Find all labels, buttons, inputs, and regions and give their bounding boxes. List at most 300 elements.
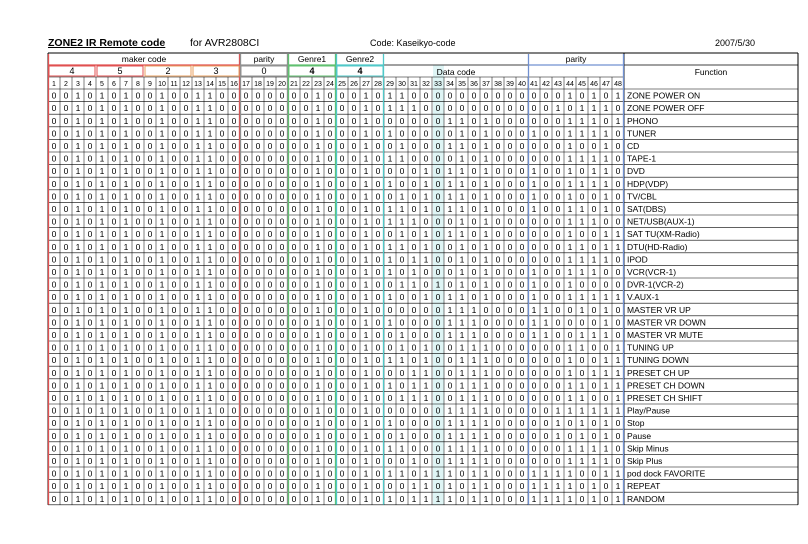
bit-cell: 0 [447, 241, 453, 252]
parity2-group-label: parity [565, 54, 587, 64]
bit-cell: 1 [459, 267, 465, 277]
bit-cell: 0 [111, 393, 117, 403]
bit-cell: 1 [75, 153, 81, 164]
bit-cell: 1 [603, 292, 609, 303]
bit-cell: 1 [579, 153, 585, 164]
bit-cell: 1 [207, 191, 213, 202]
bit-cell: 0 [435, 317, 441, 328]
bit-cell: 0 [519, 380, 525, 391]
bit-cell: 0 [291, 443, 297, 454]
bit-cell: 0 [507, 367, 513, 378]
bit-number: 32 [422, 81, 430, 88]
bit-cell: 0 [51, 367, 57, 378]
bit-cell: 0 [147, 103, 153, 114]
bit-cell: 1 [387, 241, 393, 252]
bit-cell: 0 [447, 128, 453, 139]
bit-cell: 0 [387, 279, 393, 290]
bit-cell: 0 [267, 178, 273, 189]
bit-cell: 0 [243, 481, 249, 492]
bit-cell: 1 [603, 355, 609, 366]
bit-cell: 0 [171, 153, 177, 164]
bit-cell: 0 [327, 367, 333, 378]
bit-cell: 1 [591, 90, 597, 101]
bit-cell: 0 [531, 90, 537, 101]
bit-number: 28 [374, 81, 382, 88]
bit-cell: 0 [567, 304, 573, 315]
bit-cell: 1 [75, 330, 81, 340]
bit-cell: 1 [99, 393, 105, 403]
bit-cell: 1 [423, 493, 429, 504]
bit-cell: 1 [471, 317, 477, 328]
bit-cell: 1 [363, 204, 369, 214]
bit-cell: 1 [207, 468, 213, 479]
bit-cell: 0 [291, 456, 297, 466]
bit-cell: 0 [111, 267, 117, 277]
bit-cell: 0 [495, 254, 501, 265]
bit-cell: 1 [483, 216, 489, 227]
bit-cell: 1 [399, 229, 405, 240]
bit-cell: 1 [159, 254, 165, 265]
bit-cell: 1 [99, 153, 105, 164]
bit-cell: 1 [195, 204, 201, 214]
bit-cell: 1 [603, 405, 609, 416]
bit-cell: 0 [303, 456, 309, 466]
bit-cell: 1 [447, 229, 453, 240]
bit-cell: 1 [591, 216, 597, 227]
bit-cell: 0 [507, 229, 513, 240]
bit-cell: 1 [363, 267, 369, 277]
bit-cell: 0 [63, 430, 69, 441]
bit-cell: 0 [351, 128, 357, 139]
bit-cell: 0 [507, 481, 513, 492]
bit-cell: 0 [555, 279, 561, 290]
bit-cell: 1 [603, 178, 609, 189]
bit-cell: 1 [363, 153, 369, 164]
bit-cell: 0 [603, 279, 609, 290]
bit-cell: 0 [147, 342, 153, 353]
bit-cell: 0 [447, 254, 453, 265]
bit-cell: 0 [171, 191, 177, 202]
bit-cell: 1 [207, 304, 213, 315]
bit-cell: 0 [135, 90, 141, 101]
nibble-value: 5 [117, 66, 123, 76]
bit-cell: 0 [219, 292, 225, 303]
bit-cell: 0 [231, 418, 237, 429]
bit-cell: 1 [423, 481, 429, 492]
bit-cell: 0 [411, 430, 417, 441]
bit-cell: 1 [471, 418, 477, 429]
bit-cell: 0 [327, 115, 333, 126]
bit-cell: 0 [591, 317, 597, 328]
bit-cell: 1 [483, 115, 489, 126]
bit-number: 21 [290, 81, 298, 88]
bit-cell: 1 [459, 204, 465, 214]
bit-cell: 0 [291, 204, 297, 214]
bit-cell: 0 [231, 355, 237, 366]
bit-cell: 0 [543, 279, 549, 290]
bit-cell: 0 [135, 229, 141, 240]
bit-cell: 0 [387, 304, 393, 315]
bit-cell: 0 [495, 367, 501, 378]
bit-cell: 1 [123, 241, 129, 252]
data-code-group-label: Data code [436, 67, 476, 77]
bit-cell: 1 [75, 178, 81, 189]
bit-cell: 1 [207, 128, 213, 139]
bit-cell: 0 [231, 241, 237, 252]
bit-cell: 0 [555, 443, 561, 454]
bit-cell: 1 [399, 342, 405, 353]
bit-cell: 0 [519, 355, 525, 366]
bit-cell: 1 [483, 355, 489, 366]
bit-cell: 1 [363, 493, 369, 504]
bit-cell: 0 [267, 367, 273, 378]
bit-cell: 0 [291, 90, 297, 101]
bit-cell: 1 [483, 204, 489, 214]
bit-cell: 0 [231, 493, 237, 504]
bit-cell: 0 [291, 267, 297, 277]
bit-cell: 0 [423, 304, 429, 315]
bit-cell: 0 [303, 191, 309, 202]
bit-cell: 1 [603, 443, 609, 454]
bit-cell: 1 [195, 292, 201, 303]
bit-cell: 1 [399, 279, 405, 290]
bit-cell: 0 [51, 317, 57, 328]
bit-cell: 0 [171, 141, 177, 151]
bit-cell: 1 [99, 191, 105, 202]
bit-cell: 0 [519, 115, 525, 126]
bit-cell: 0 [375, 330, 381, 340]
bit-cell: 0 [255, 380, 261, 391]
bit-cell: 0 [495, 317, 501, 328]
bit-cell: 0 [87, 304, 93, 315]
bit-cell: 1 [207, 443, 213, 454]
bit-cell: 0 [63, 279, 69, 290]
bit-cell: 1 [387, 443, 393, 454]
bit-cell: 1 [363, 178, 369, 189]
bit-cell: 1 [615, 405, 621, 416]
bit-cell: 0 [111, 292, 117, 303]
bit-cell: 0 [507, 267, 513, 277]
bit-cell: 0 [327, 166, 333, 177]
bit-cell: 0 [615, 279, 621, 290]
bit-cell: 1 [471, 355, 477, 366]
bit-cell: 0 [63, 115, 69, 126]
bit-cell: 1 [315, 191, 321, 202]
function-cell: MASTER VR DOWN [627, 317, 706, 328]
bit-cell: 0 [111, 279, 117, 290]
bit-cell: 0 [171, 330, 177, 340]
bit-cell: 0 [543, 153, 549, 164]
bit-cell: 0 [231, 141, 237, 151]
date-label: 2007/5/30 [715, 38, 756, 48]
bit-cell: 0 [219, 267, 225, 277]
bit-cell: 1 [603, 456, 609, 466]
bit-cell: 1 [207, 430, 213, 441]
bit-cell: 0 [291, 380, 297, 391]
bit-cell: 1 [315, 166, 321, 177]
bit-cell: 0 [111, 468, 117, 479]
bit-cell: 1 [75, 342, 81, 353]
bit-cell: 1 [447, 456, 453, 466]
bit-cell: 1 [459, 342, 465, 353]
bit-cell: 0 [387, 191, 393, 202]
bit-cell: 0 [579, 279, 585, 290]
bit-cell: 0 [147, 191, 153, 202]
bit-cell: 1 [483, 191, 489, 202]
bit-cell: 0 [291, 393, 297, 403]
bit-cell: 0 [375, 229, 381, 240]
bit-cell: 0 [279, 443, 285, 454]
bit-cell: 1 [75, 191, 81, 202]
bit-cell: 1 [591, 405, 597, 416]
bit-cell: 1 [447, 141, 453, 151]
bit-cell: 0 [135, 405, 141, 416]
bit-cell: 0 [339, 103, 345, 114]
bit-cell: 1 [531, 330, 537, 340]
bit-cell: 0 [327, 317, 333, 328]
bit-cell: 1 [591, 178, 597, 189]
bit-cell: 1 [579, 178, 585, 189]
bit-cell: 1 [99, 178, 105, 189]
bit-cell: 1 [99, 216, 105, 227]
bit-cell: 1 [207, 342, 213, 353]
bit-cell: 0 [63, 166, 69, 177]
bit-cell: 0 [375, 367, 381, 378]
bit-cell: 1 [159, 292, 165, 303]
bit-cell: 1 [387, 103, 393, 114]
bit-cell: 0 [135, 380, 141, 391]
bit-cell: 0 [291, 418, 297, 429]
bit-cell: 0 [291, 103, 297, 114]
bit-cell: 0 [63, 456, 69, 466]
bit-cell: 0 [279, 342, 285, 353]
bit-cell: 0 [507, 456, 513, 466]
bit-cell: 1 [99, 380, 105, 391]
bit-cell: 1 [195, 468, 201, 479]
bit-cell: 0 [219, 456, 225, 466]
bit-cell: 0 [495, 103, 501, 114]
bit-cell: 1 [315, 393, 321, 403]
bit-cell: 0 [243, 468, 249, 479]
bit-cell: 0 [231, 317, 237, 328]
bit-cell: 0 [63, 493, 69, 504]
bit-cell: 0 [219, 229, 225, 240]
bit-cell: 0 [111, 481, 117, 492]
bit-cell: 0 [267, 254, 273, 265]
bit-cell: 1 [591, 330, 597, 340]
bit-cell: 1 [567, 128, 573, 139]
bit-cell: 0 [507, 342, 513, 353]
bit-cell: 0 [519, 191, 525, 202]
bit-cell: 0 [531, 115, 537, 126]
bit-cell: 0 [63, 153, 69, 164]
bit-cell: 0 [135, 241, 141, 252]
bit-cell: 1 [159, 481, 165, 492]
nibble-value: 4 [357, 66, 363, 76]
bit-cell: 0 [339, 128, 345, 139]
bit-cell: 0 [291, 367, 297, 378]
bit-cell: 1 [615, 292, 621, 303]
bit-cell: 0 [243, 153, 249, 164]
bit-cell: 1 [579, 216, 585, 227]
maker-code-group-label: maker code [121, 54, 167, 64]
bit-cell: 1 [75, 267, 81, 277]
bit-cell: 0 [171, 292, 177, 303]
bit-cell: 0 [507, 443, 513, 454]
bit-cell: 0 [387, 229, 393, 240]
bit-cell: 1 [399, 330, 405, 340]
bit-cell: 0 [375, 292, 381, 303]
bit-cell: 0 [435, 229, 441, 240]
bit-cell: 0 [615, 128, 621, 139]
bit-cell: 1 [75, 90, 81, 101]
bit-cell: 1 [579, 393, 585, 403]
bit-cell: 1 [315, 115, 321, 126]
bit-cell: 1 [387, 90, 393, 101]
bit-cell: 1 [195, 418, 201, 429]
bit-cell: 0 [615, 418, 621, 429]
bit-cell: 1 [411, 367, 417, 378]
bit-cell: 0 [507, 254, 513, 265]
bit-cell: 0 [339, 254, 345, 265]
bit-cell: 1 [459, 216, 465, 227]
bit-cell: 0 [303, 304, 309, 315]
bit-cell: 0 [531, 443, 537, 454]
bit-cell: 1 [75, 456, 81, 466]
bit-cell: 0 [591, 393, 597, 403]
bit-cell: 0 [267, 90, 273, 101]
bit-cell: 0 [531, 241, 537, 252]
bit-cell: 0 [51, 430, 57, 441]
bit-cell: 1 [459, 241, 465, 252]
bit-cell: 0 [279, 330, 285, 340]
bit-cell: 0 [291, 481, 297, 492]
bit-cell: 0 [171, 304, 177, 315]
bit-cell: 0 [327, 90, 333, 101]
bit-cell: 0 [63, 254, 69, 265]
bit-cell: 0 [411, 443, 417, 454]
bit-cell: 1 [615, 241, 621, 252]
bit-cell: 1 [99, 330, 105, 340]
bit-cell: 0 [531, 342, 537, 353]
bit-cell: 1 [483, 292, 489, 303]
bit-cell: 0 [171, 90, 177, 101]
bit-cell: 0 [351, 367, 357, 378]
bit-cell: 0 [339, 342, 345, 353]
bit-cell: 0 [615, 153, 621, 164]
bit-cell: 0 [111, 493, 117, 504]
bit-cell: 0 [255, 468, 261, 479]
bit-cell: 0 [351, 456, 357, 466]
bit-cell: 0 [63, 418, 69, 429]
bit-cell: 1 [399, 103, 405, 114]
bit-cell: 1 [531, 128, 537, 139]
bit-cell: 0 [555, 267, 561, 277]
bit-cell: 1 [483, 141, 489, 151]
bit-cell: 0 [63, 241, 69, 252]
bit-cell: 1 [447, 115, 453, 126]
bit-cell: 0 [531, 418, 537, 429]
bit-cell: 0 [435, 267, 441, 277]
bit-number: 10 [158, 81, 166, 88]
bit-cell: 1 [315, 330, 321, 340]
bit-cell: 1 [399, 393, 405, 403]
bit-cell: 0 [495, 468, 501, 479]
bit-cell: 0 [147, 115, 153, 126]
bit-cell: 1 [411, 493, 417, 504]
bit-cell: 1 [99, 418, 105, 429]
bit-cell: 0 [531, 229, 537, 240]
bit-cell: 0 [171, 418, 177, 429]
bit-cell: 0 [183, 456, 189, 466]
bit-cell: 0 [351, 443, 357, 454]
bit-cell: 0 [255, 166, 261, 177]
function-cell: Skip Minus [627, 443, 669, 454]
bit-cell: 0 [543, 355, 549, 366]
bit-number: 30 [398, 81, 406, 88]
bit-cell: 0 [183, 229, 189, 240]
bit-cell: 1 [195, 481, 201, 492]
bit-cell: 1 [363, 330, 369, 340]
bit-cell: 0 [171, 267, 177, 277]
bit-cell: 1 [615, 229, 621, 240]
bit-cell: 0 [543, 191, 549, 202]
bit-cell: 1 [615, 90, 621, 101]
bit-cell: 0 [87, 405, 93, 416]
bit-cell: 0 [63, 191, 69, 202]
bit-cell: 1 [99, 292, 105, 303]
bit-cell: 0 [471, 229, 477, 240]
bit-cell: 1 [159, 317, 165, 328]
bit-cell: 1 [555, 418, 561, 429]
bit-cell: 0 [339, 380, 345, 391]
bit-cell: 1 [363, 355, 369, 366]
bit-number: 47 [602, 81, 610, 88]
bit-cell: 0 [87, 204, 93, 214]
bit-cell: 0 [567, 330, 573, 340]
bit-cell: 1 [483, 367, 489, 378]
bit-cell: 1 [447, 468, 453, 479]
bit-cell: 0 [327, 330, 333, 340]
bit-cell: 0 [615, 216, 621, 227]
bit-cell: 1 [591, 481, 597, 492]
bit-cell: 0 [219, 153, 225, 164]
bit-cell: 1 [363, 430, 369, 441]
bit-cell: 1 [399, 355, 405, 366]
bit-cell: 0 [615, 267, 621, 277]
bit-cell: 0 [291, 292, 297, 303]
bit-cell: 1 [99, 254, 105, 265]
bit-cell: 0 [579, 191, 585, 202]
bit-cell: 0 [111, 191, 117, 202]
bit-number: 35 [458, 81, 466, 88]
bit-cell: 0 [63, 229, 69, 240]
bit-cell: 1 [567, 468, 573, 479]
bit-cell: 0 [603, 115, 609, 126]
bit-cell: 0 [87, 342, 93, 353]
bit-cell: 0 [519, 317, 525, 328]
bit-cell: 1 [123, 342, 129, 353]
bit-cell: 0 [183, 128, 189, 139]
bit-cell: 0 [243, 178, 249, 189]
bit-cell: 0 [51, 90, 57, 101]
bit-cell: 0 [267, 430, 273, 441]
bit-cell: 0 [171, 229, 177, 240]
bit-cell: 0 [327, 380, 333, 391]
bit-cell: 0 [135, 330, 141, 340]
bit-number: 13 [194, 81, 202, 88]
bit-cell: 1 [411, 254, 417, 265]
